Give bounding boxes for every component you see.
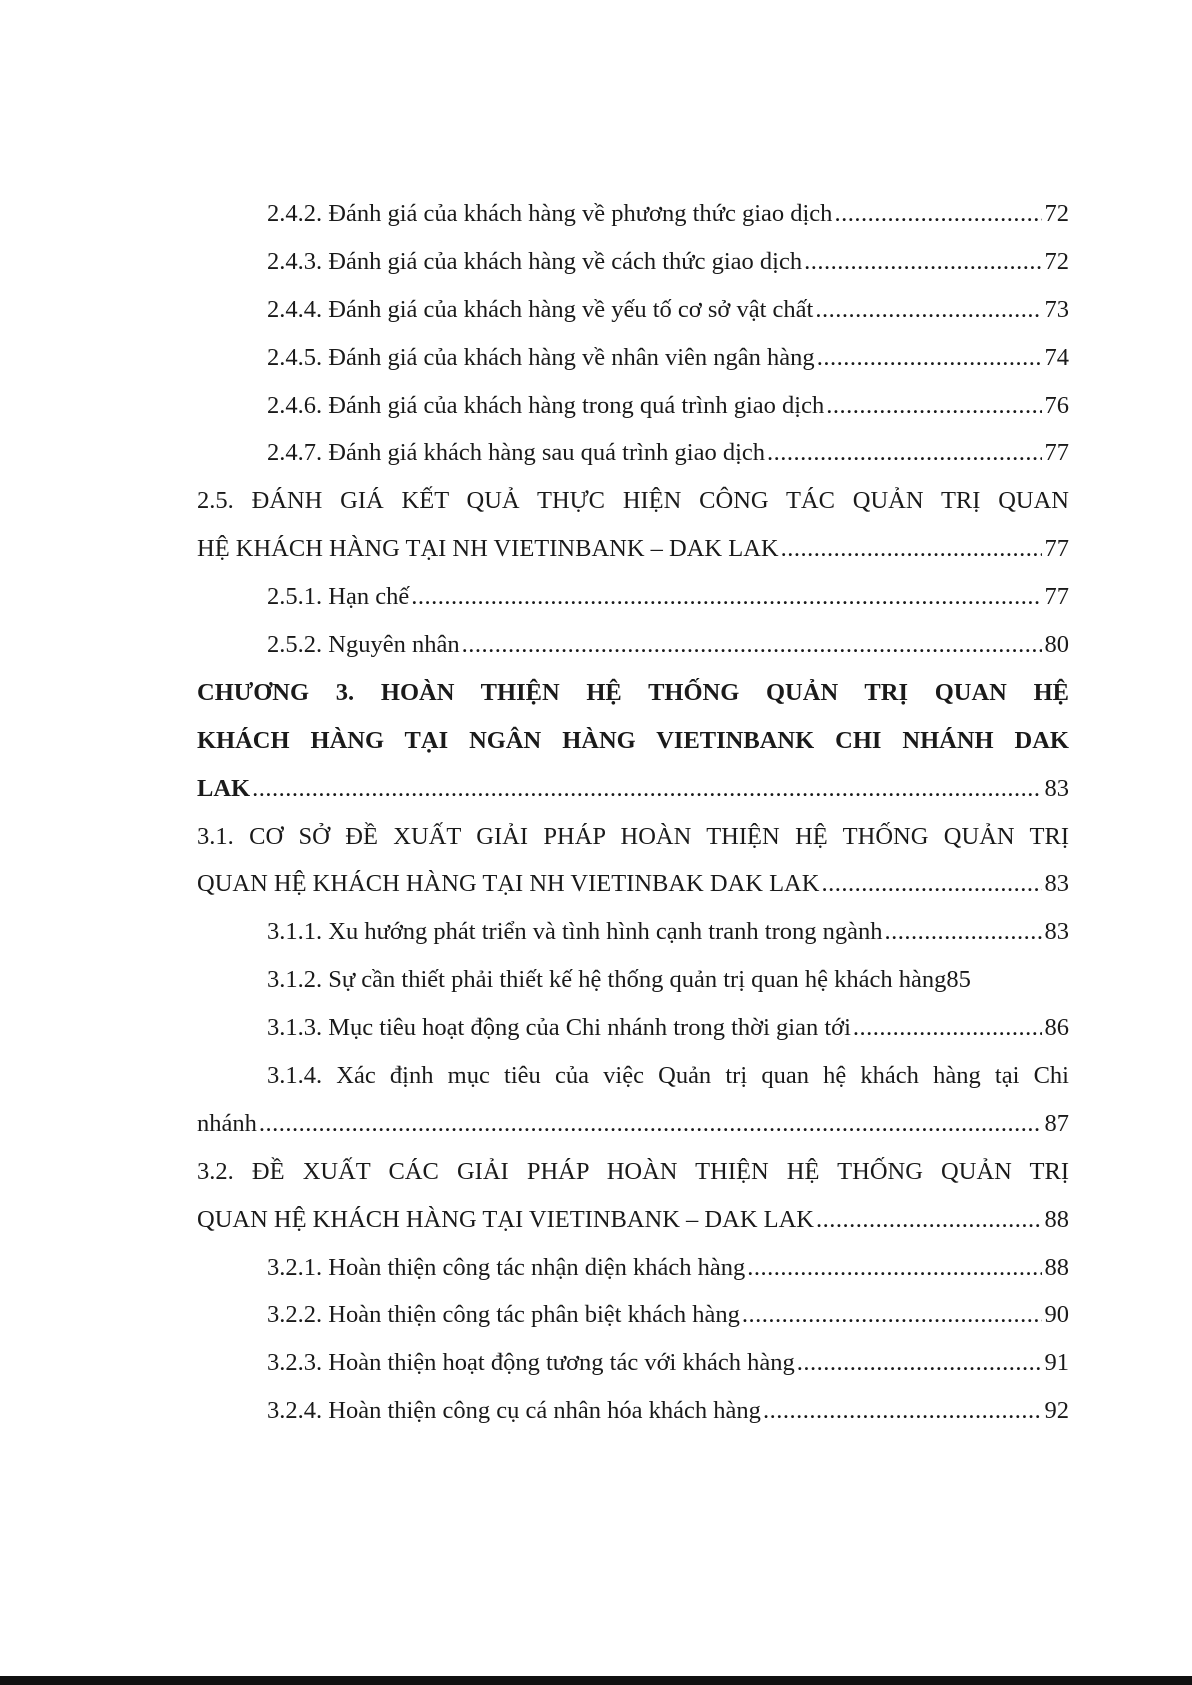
toc-entry-2-4-2 xyxy=(197,190,1069,238)
toc-entry-page: 77 xyxy=(1044,439,1069,467)
toc-leader-dots xyxy=(834,190,1041,238)
toc-entry-title: 2.4.5. Đánh giá của khách hàng về nhân viên ngân hàng xyxy=(267,343,815,371)
toc-entry-title: 3.1.2. Sự cần thiết phải thiết kế hệ thống quản trị quan hệ khách hàng xyxy=(267,966,947,994)
toc-leader-dots xyxy=(817,334,1042,382)
toc-leader-dots xyxy=(781,525,1042,573)
toc-entry-title: 3.2.1. Hoàn thiện công tác nhận diện khách hàng xyxy=(267,1253,746,1281)
toc-entry-2-5-line1 xyxy=(197,477,1069,525)
toc-leader-dots xyxy=(767,429,1041,477)
toc-entry-title: 3.2.3. Hoàn thiện hoạt động tương tác với khách hàng xyxy=(267,1349,795,1377)
toc-entry-2-4-5 xyxy=(197,334,1069,382)
toc-entry-page: 88 xyxy=(1044,1253,1069,1281)
toc-entry-3-1-2 xyxy=(197,956,1069,1004)
toc-entry-title: 2.5.2. Nguyên nhân xyxy=(267,631,460,659)
toc-entry-title: 3.2.2. Hoàn thiện công tác phân biệt khách hàng xyxy=(267,1301,740,1329)
toc-entry-page: 88 xyxy=(1044,1205,1069,1233)
toc-entry-title: 2.4.2. Đánh giá của khách hàng về phương thức giao dịch xyxy=(267,200,833,227)
toc-chapter-3-line1 xyxy=(197,669,1069,717)
toc-entry-3-1-3 xyxy=(197,1004,1069,1052)
toc-entry-title: 3.1.1. Xu hướng phát triển và tình hình cạnh tranh trong ngành xyxy=(267,918,883,946)
toc-entry-title-cont: QUAN HỆ KHÁCH HÀNG TẠI NH VIETINBAK DAK LAK xyxy=(197,870,820,898)
toc-entry-3-2-1 xyxy=(197,1244,1069,1292)
toc-entry-page: 90 xyxy=(1044,1301,1069,1329)
toc-entry-page: 74 xyxy=(1044,343,1069,371)
toc-entry-3-1-4-line1 xyxy=(197,1052,1069,1100)
toc-entry-page: 72 xyxy=(1044,200,1069,227)
toc-entry-title: 2.5. ĐÁNH GIÁ KẾT QUẢ THỰC HIỆN CÔNG TÁC QUẢN TRỊ QUAN xyxy=(197,487,1069,515)
page-bottom-edge xyxy=(0,1676,1192,1685)
toc-leader-dots xyxy=(747,1244,1041,1292)
toc-chapter-title: CHƯƠNG 3. HOÀN THIỆN HỆ THỐNG QUẢN TRỊ QUAN HỆ xyxy=(197,678,1069,706)
toc-leader-dots xyxy=(816,1196,1042,1244)
toc-entry-2-4-7 xyxy=(197,429,1069,477)
toc-leader-dots xyxy=(826,382,1041,430)
toc-entry-page: 72 xyxy=(1044,247,1069,275)
toc-entry-title: 3.1.4. Xác định mục tiêu của việc Quản trị quan hệ khách hàng tại Chi xyxy=(267,1062,1069,1090)
toc-entry-page: 87 xyxy=(1044,1109,1069,1137)
toc-entry-page: 85 xyxy=(946,966,971,994)
toc-leader-dots xyxy=(252,765,1041,813)
toc-entry-page: 92 xyxy=(1044,1397,1069,1425)
toc-leader-dots xyxy=(411,573,1041,621)
toc-entry-2-4-4 xyxy=(197,286,1069,334)
toc-entry-title-cont: HỆ KHÁCH HÀNG TẠI NH VIETINBANK – DAK LAK xyxy=(197,535,779,563)
toc-entry-2-4-6 xyxy=(197,382,1069,430)
toc-leader-dots xyxy=(853,1004,1042,1052)
toc-entry-page: 80 xyxy=(1044,631,1069,659)
toc-chapter-title-cont: LAK xyxy=(197,774,251,802)
toc-leader-dots xyxy=(259,1100,1042,1148)
toc-entry-title: 2.4.4. Đánh giá của khách hàng về yếu tố cơ sở vật chất xyxy=(267,295,814,323)
toc-entry-page: 77 xyxy=(1044,535,1069,563)
toc-leader-dots xyxy=(804,238,1041,286)
toc-entry-3-1-line2 xyxy=(197,860,1069,908)
toc-leader-dots xyxy=(821,860,1041,908)
toc-entry-title: 2.4.7. Đánh giá khách hàng sau quá trình giao dịch xyxy=(267,439,766,467)
toc-entry-2-4-3 xyxy=(197,238,1069,286)
toc-entry-3-2-3 xyxy=(197,1339,1069,1387)
toc-entry-title: 3.2. ĐỀ XUẤT CÁC GIẢI PHÁP HOÀN THIỆN HỆ THỐNG QUẢN TRỊ xyxy=(197,1157,1069,1185)
toc-entry-title: 3.1. CƠ SỞ ĐỀ XUẤT GIẢI PHÁP HOÀN THIỆN HỆ THỐNG QUẢN TRỊ xyxy=(197,822,1069,850)
toc-entry-page: 83 xyxy=(1044,918,1069,946)
toc-leader-dots xyxy=(763,1387,1042,1435)
toc-entry-title: 2.4.3. Đánh giá của khách hàng về cách thức giao dịch xyxy=(267,247,803,275)
toc-entry-page: 73 xyxy=(1044,295,1069,323)
toc-entry-page: 83 xyxy=(1044,870,1069,898)
toc-entry-2-5-2 xyxy=(197,621,1069,669)
toc-entry-page: 77 xyxy=(1044,583,1069,611)
table-of-contents xyxy=(197,190,1069,1435)
toc-entry-3-1-4-line2 xyxy=(197,1100,1069,1148)
toc-entry-3-2-line2 xyxy=(197,1196,1069,1244)
toc-entry-2-5-1 xyxy=(197,573,1069,621)
toc-leader-dots xyxy=(797,1339,1042,1387)
toc-entry-title-cont: nhánh xyxy=(197,1109,257,1137)
toc-entry-3-1-1 xyxy=(197,908,1069,956)
toc-entry-title: 3.2.4. Hoàn thiện công cụ cá nhân hóa khách hàng xyxy=(267,1397,761,1425)
toc-leader-dots xyxy=(884,908,1041,956)
toc-entry-title: 2.4.6. Đánh giá của khách hàng trong quá trình giao dịch xyxy=(267,391,825,419)
toc-entry-title: 2.5.1. Hạn chế xyxy=(267,583,410,611)
toc-entry-page: 83 xyxy=(1044,774,1069,802)
toc-entry-title-cont: QUAN HỆ KHÁCH HÀNG TẠI VIETINBANK – DAK LAK xyxy=(197,1205,814,1233)
toc-leader-dots xyxy=(742,1291,1042,1339)
toc-chapter-3-line3 xyxy=(197,765,1069,813)
toc-chapter-title-cont: KHÁCH HÀNG TẠI NGÂN HÀNG VIETINBANK CHI NHÁNH DAK xyxy=(197,726,1069,754)
toc-leader-dots xyxy=(462,621,1042,669)
toc-chapter-3-line2 xyxy=(197,717,1069,765)
toc-entry-3-2-4 xyxy=(197,1387,1069,1435)
toc-entry-page: 91 xyxy=(1044,1349,1069,1377)
toc-entry-title: 3.1.3. Mục tiêu hoạt động của Chi nhánh trong thời gian tới xyxy=(267,1014,851,1042)
toc-entry-page: 86 xyxy=(1044,1014,1069,1042)
toc-entry-3-2-line1 xyxy=(197,1148,1069,1196)
toc-entry-2-5-line2 xyxy=(197,525,1069,573)
toc-entry-3-1-line1 xyxy=(197,813,1069,861)
toc-entry-3-2-2 xyxy=(197,1291,1069,1339)
toc-entry-page: 76 xyxy=(1044,391,1069,419)
toc-leader-dots xyxy=(815,286,1041,334)
